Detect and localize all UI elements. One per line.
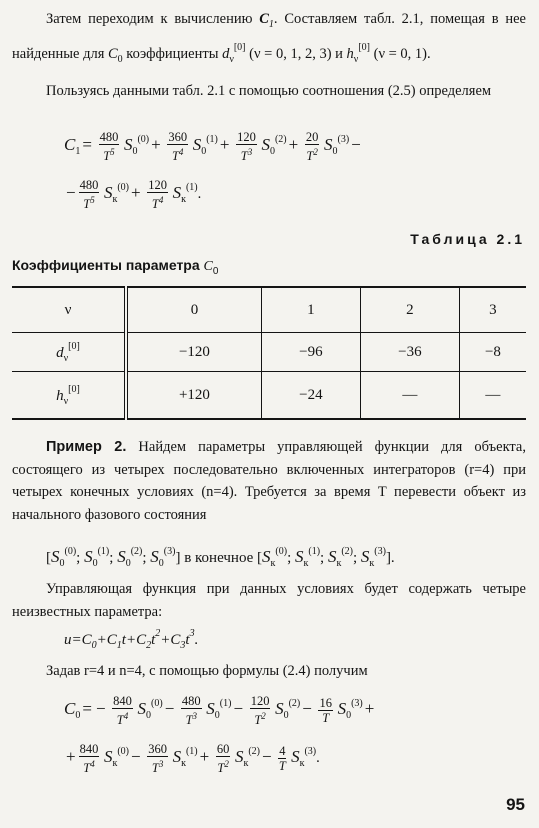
h-coef-symbol: h: [346, 45, 354, 62]
formula-c0-line1: $C_0$ = − $\frac{840}{T^4}$ $S_0^{(0)}$ − $\frac{480}{T^3}$ $S_0^{(1)}$ − $\frac{120}{T^2}$ $S_0^{(2)}$ − $\frac{16}{T}$ $S_0^{(3)}$ +: [64, 694, 375, 728]
table-cell: —: [360, 372, 459, 420]
header-nu: ν: [12, 287, 126, 333]
row-label-h: $h_\nu[0]$: [12, 372, 126, 420]
control-function-paragraph: Управляющая функция при данных условиях будет содержать четыре неизвестных параметра:: [12, 581, 526, 620]
table-cell: −8: [459, 333, 526, 372]
header-col-2: 2: [360, 287, 459, 333]
header-col-3: 3: [459, 287, 526, 333]
table-row: [12, 372, 526, 420]
header-col-0: 0: [126, 287, 261, 333]
coefficients-table: [12, 286, 526, 420]
table-header-row: [12, 287, 526, 333]
paragraph-2: Пользуясь данными табл. 2.1 с помощью соотношения (2.5) определяем: [46, 83, 492, 99]
c0-symbol: C: [108, 45, 118, 62]
d-coef-symbol: d: [222, 45, 230, 62]
formula-c0-line2: + $\frac{840}{T^4}$ $S_к^{(0)}$ − $\frac{360}{T^3}$ $S_к^{(1)}$ + $\frac{60}{T^2}$ $S_к^{(2)}$ − $\frac{4}{T}$ $S_к^{(3)}$.: [66, 742, 320, 776]
header-col-1: 1: [261, 287, 360, 333]
table-cell: −120: [126, 333, 261, 372]
row-label-d: $d_\nu[0]$: [12, 333, 126, 372]
formula-c1-line1: $C_1$ = $\frac{480}{T^5}$ $S_0^{(0)}$ + $\frac{360}{T^4}$ $S_0^{(1)}$ + $\frac{120}{T^3}$ $S_0^{(2)}$ + $\frac{20}{T^2}$ $S_0^{(3)}$ −: [64, 130, 361, 164]
table-cell: −36: [360, 333, 459, 372]
state-vectors: [$S_0^{(0)}$; $S_0^{(1)}$; $S_0^{(2)}$; $S_0^{(3)}$] в конечное [$S_к^{(0)}$; $S_к^{(1)}$; $S_к^{(2)}$; $S_к^{(3)}$].: [46, 546, 395, 569]
table-row: [12, 333, 526, 372]
table-cell: −96: [261, 333, 360, 372]
control-function-formula: $u=C_0+C_1t+C_2t^2+C_3t^3$.: [64, 628, 199, 651]
table-caption: Таблица 2.1: [410, 231, 525, 247]
intro-paragraph: Затем переходим к вычислению $C_1$. Составляем табл. 2.1, помещая в нее найденные для $C_0$ коэффициенты $d_\nu[0]$ (ν = 0, 1, 2, 3) и $h_\nu[0]$ (ν = 0, 1).: [12, 11, 526, 65]
table-cell: +120: [126, 372, 261, 420]
page-number: 95: [506, 795, 525, 814]
formula-intro-paragraph: Задав r=4 и n=4, с помощью формулы (2.4) получим: [46, 663, 368, 679]
table-cell: −24: [261, 372, 360, 420]
table-title: Коэффициенты параметра $C_0$: [12, 257, 219, 277]
c1-symbol: $C_1$: [259, 11, 274, 30]
formula-c1-line2: − $\frac{480}{T^5}$ $S_к^{(0)}$ + $\frac{120}{T^4}$ $S_к^{(1)}$.: [66, 178, 202, 212]
example-paragraph: Пример 2. Найдем параметры управляющей функции для объекта, состоящего из четырех последовательно включенных интеграторов (r=4) при четырех конечных условиях (n=4). Требуется за время T перевести объект из начального фазового состояния: [12, 439, 526, 523]
table-cell: —: [459, 372, 526, 420]
